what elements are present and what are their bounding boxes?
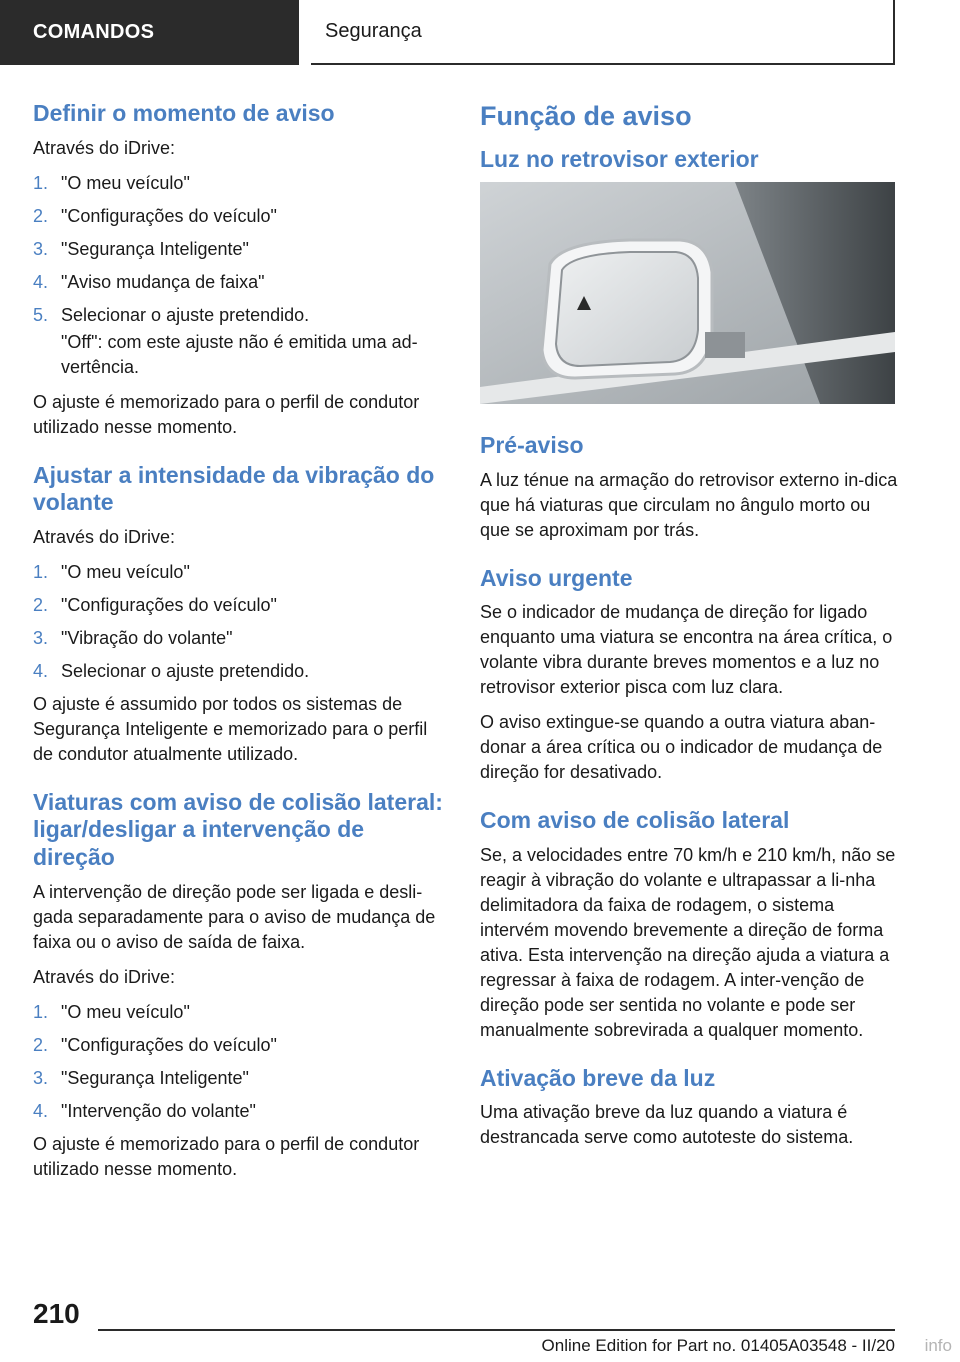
vibration-outro: O ajuste é assumido por todos os sistemas de Segurança Inteligente e memorizado para o perfil de condutor atualmente utilizado.: [33, 693, 428, 764]
list-item: [33, 270, 451, 295]
urgent-warning-title: Aviso urgente: [480, 564, 633, 591]
lateral-collision-title: Com aviso de colisão lateral: [480, 807, 790, 834]
list-item: [33, 560, 451, 585]
list-item: [33, 1000, 451, 1025]
header-divider: [299, 0, 311, 65]
step-number: 2.: [33, 205, 49, 226]
left-column: [33, 100, 451, 1192]
list-item: [33, 1033, 451, 1058]
header-section-tab: [0, 0, 299, 65]
step-text: "Configurações do veículo": [61, 594, 277, 615]
step-number: 1.: [33, 1001, 49, 1022]
step-text: "O meu veículo": [61, 172, 190, 193]
step-text: Selecionar o ajuste pretendido.: [61, 660, 310, 681]
page-number: 210: [33, 1298, 80, 1329]
list-item: [33, 204, 451, 229]
steps-list-vibration: [33, 560, 451, 684]
pre-warning-body: A luz ténue na armação do retrovisor externo in-dica que há viaturas que circulam no ângulo morto ou que se aproximam por trás.: [480, 469, 898, 540]
right-column: [480, 100, 898, 1160]
steering-outro: O ajuste é memorizado para o perfil de condutor utilizado nesse momento.: [33, 1133, 420, 1179]
list-item: [33, 303, 451, 328]
edition-note: Online Edition for Part no. 01405A03548 - II/20: [541, 1336, 895, 1355]
step-number: 1.: [33, 561, 49, 582]
header-topic-label: Segurança: [325, 20, 422, 42]
step-number: 3.: [33, 627, 49, 648]
step-number: 3.: [33, 238, 49, 259]
idrive-intro: Através do iDrive:: [33, 966, 176, 987]
off-note: "Off": com este ajuste não é emitida uma ad-vertência.: [61, 331, 418, 377]
header-topic-box: [311, 0, 895, 65]
steering-body: A intervenção de direção pode ser ligada e desli-gada separadamente para o aviso de mudança de faixa ou o aviso de saída de faixa.: [33, 881, 436, 952]
step-text: "Configurações do veículo": [61, 205, 277, 226]
mirror-glass: [556, 252, 698, 366]
step-number: 2.: [33, 594, 49, 615]
footer-rule: [98, 1329, 895, 1331]
step-number: 4.: [33, 271, 49, 292]
urgent-warning-body: Se o indicador de mudança de direção for ligado enquanto uma viatura se encontra na área crítica, o volante vibra durante breves momentos e a luz no retrovisor exterior pisca com luz clara.: [480, 602, 893, 698]
idrive-intro: Através do iDrive:: [33, 526, 176, 547]
step-number: 2.: [33, 1034, 49, 1055]
step-number: 1.: [33, 172, 49, 193]
step-text: Selecionar o ajuste pretendido.: [61, 304, 310, 325]
steps-list-steering: [33, 1000, 451, 1124]
list-item: [33, 626, 451, 651]
mirror-light-title: Luz no retrovisor exterior: [480, 146, 759, 173]
header-section-label: COMANDOS: [33, 21, 155, 43]
step-number: 4.: [33, 1100, 49, 1121]
pre-warning-title: Pré-aviso: [480, 431, 584, 458]
step-number: 3.: [33, 1067, 49, 1088]
watermark-text: info: [924, 1336, 952, 1355]
list-item: [33, 1066, 451, 1091]
step-number: 4.: [33, 660, 49, 681]
step-number: 5.: [33, 304, 49, 325]
lateral-collision-body: Se, a velocidades entre 70 km/h e 210 km/h, não se reagir à vibração do volante e ultrapassar a li-nha delimitadora da faixa de rodagem, o sistema intervém movendo brevemente a direção de forma ativa. Esta intervenção na direção ajuda a viatura a regressar à faixa de rodagem. A inter-venção de direção pode ser sentida no volante e pode ser manualmente sobrevirada a qualquer momento.: [480, 844, 896, 1040]
step-text: "O meu veículo": [61, 561, 190, 582]
step-text: "Intervenção do volante": [61, 1100, 256, 1121]
list-item: [33, 237, 451, 262]
step-text: "Segurança Inteligente": [61, 238, 249, 259]
step-text: "Configurações do veículo": [61, 1034, 277, 1055]
steps-list-warning-time: [33, 171, 451, 328]
list-item: [33, 171, 451, 196]
urgent-warning-body-2: O aviso extingue-se quando a outra viatura aban-donar a área crítica ou o indicador de mudança de direção for desativado.: [480, 712, 883, 783]
step-text: "Aviso mudança de faixa": [61, 271, 265, 292]
section-title-warning-time: Definir o momento de aviso: [33, 100, 335, 126]
step-text: "Segurança Inteligente": [61, 1067, 249, 1088]
list-item: [33, 593, 451, 618]
list-item: [33, 659, 451, 684]
memorized-note: O ajuste é memorizado para o perfil de condutor utilizado nesse momento.: [33, 391, 420, 437]
mirror-mount: [705, 332, 745, 358]
mirror-warning-light-figure: [480, 182, 895, 404]
idrive-intro: Através do iDrive:: [33, 137, 176, 158]
list-item: [33, 1099, 451, 1124]
brief-activation-title: Ativação breve da luz: [480, 1064, 716, 1091]
warning-function-title: Função de aviso: [480, 101, 692, 131]
step-text: "Vibração do volante": [61, 627, 233, 648]
brief-activation-body: Uma ativação breve da luz quando a viatura é destrancada serve como autoteste do sistema.: [480, 1102, 854, 1148]
section-title-steering-intervention: Viaturas com aviso de colisão lateral: ligar/desligar a intervenção de direção: [33, 788, 443, 870]
section-title-vibration: Ajustar a intensidade da vibração do volante: [33, 461, 435, 516]
step-text: "O meu veículo": [61, 1001, 190, 1022]
